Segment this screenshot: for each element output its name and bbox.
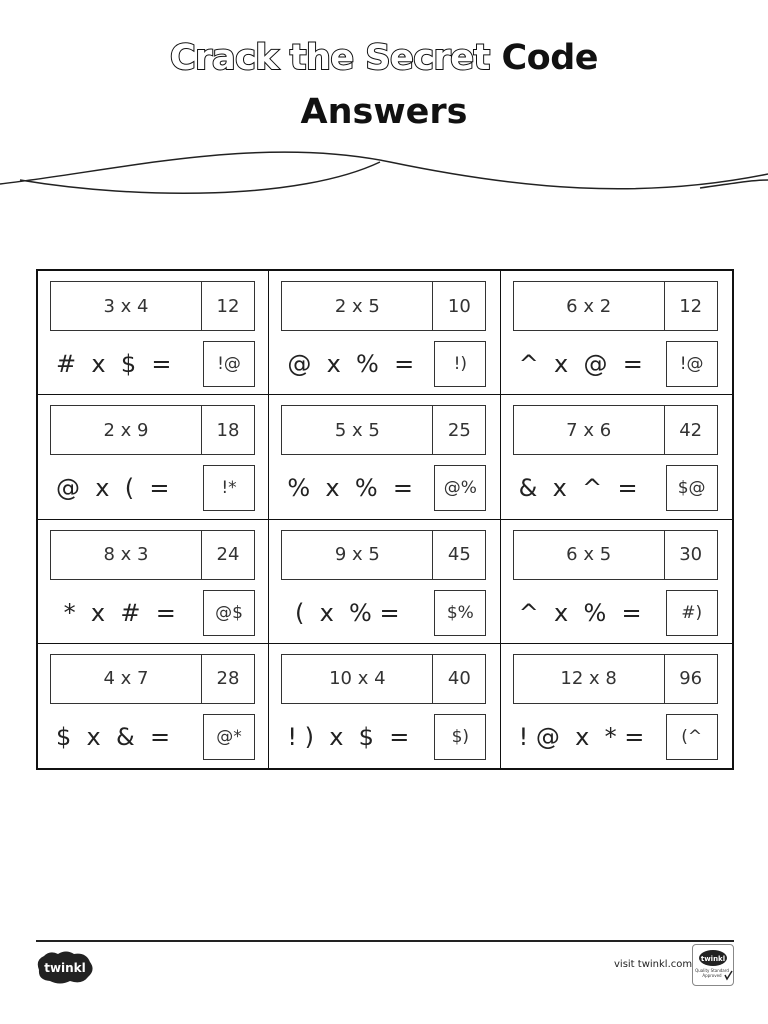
- code-row: [513, 714, 718, 760]
- code-expression: $ x & =: [56, 722, 171, 751]
- code-expression: * x # =: [56, 598, 176, 627]
- multiplication-answer: 18: [201, 406, 254, 454]
- page-subtitle: Answers: [300, 92, 468, 132]
- multiplication-box: [281, 654, 486, 704]
- multiplication-question: 5 x 5: [334, 419, 380, 441]
- puzzle-cell: [38, 520, 269, 644]
- multiplication-question: 6 x 5: [566, 544, 612, 565]
- multiplication-answer: 30: [664, 531, 717, 579]
- code-answer: !*: [203, 465, 255, 511]
- puzzle-cell: [269, 395, 500, 519]
- multiplication-question: 2 x 5: [334, 295, 380, 317]
- code-answer: @*: [203, 714, 255, 760]
- code-answer: !@: [666, 341, 718, 387]
- multiplication-box: [50, 530, 255, 580]
- code-expression: @ x % =: [287, 350, 415, 378]
- multiplication-answer: 25: [432, 406, 485, 454]
- code-expression: ^ x @ =: [518, 350, 643, 378]
- multiplication-question: 8 x 3: [103, 544, 149, 565]
- title-plain-text: Code: [501, 38, 598, 78]
- code-row: [281, 590, 486, 636]
- multiplication-question: 7 x 6: [566, 419, 612, 441]
- puzzle-cell: [269, 271, 500, 395]
- svg-text:Quality Standard: Quality Standard: [695, 968, 729, 973]
- code-row: [50, 590, 255, 636]
- code-row: [281, 341, 486, 387]
- code-row: [513, 341, 718, 387]
- multiplication-question: 12 x 8: [560, 668, 617, 690]
- visit-link[interactable]: visit twinkl.com: [614, 959, 693, 970]
- code-expression: ! @ x * =: [518, 722, 645, 751]
- multiplication-answer: 45: [432, 531, 485, 579]
- code-answer: (^: [666, 714, 718, 760]
- puzzle-cell: [269, 520, 500, 644]
- puzzle-cell: [38, 644, 269, 768]
- puzzle-cell: [38, 395, 269, 519]
- code-expression: & x ^ =: [518, 474, 638, 503]
- footer-divider: [36, 940, 734, 942]
- multiplication-box: [513, 405, 718, 455]
- code-answer: #): [666, 590, 718, 636]
- puzzle-cell: [501, 271, 732, 395]
- multiplication-question: 4 x 7: [103, 668, 149, 690]
- multiplication-answer: 24: [201, 531, 254, 579]
- code-expression: ! ) x $ =: [287, 722, 410, 751]
- quality-badge: [692, 944, 734, 986]
- puzzle-cell: [501, 395, 732, 519]
- code-answer: $): [434, 714, 486, 760]
- answers-grid: [36, 269, 734, 770]
- quality-badge-icon: [693, 945, 733, 985]
- multiplication-box: [50, 281, 255, 331]
- code-expression: @ x ( =: [56, 474, 170, 503]
- puzzle-cell: [38, 271, 269, 395]
- svg-text:Approved: Approved: [702, 973, 722, 978]
- multiplication-answer: 28: [201, 655, 254, 703]
- multiplication-answer: 96: [664, 655, 717, 703]
- multiplication-box: [281, 530, 486, 580]
- multiplication-answer: 12: [664, 282, 717, 330]
- twinkl-logo-text: twinkl: [44, 961, 86, 975]
- code-answer: @$: [203, 590, 255, 636]
- multiplication-box: [513, 654, 718, 704]
- puzzle-cell: [501, 520, 732, 644]
- code-row: [50, 465, 255, 511]
- code-answer: !@: [203, 341, 255, 387]
- code-answer: @%: [434, 465, 486, 511]
- multiplication-question: 3 x 4: [103, 295, 149, 317]
- code-row: [513, 465, 718, 511]
- puzzle-cell: [269, 644, 500, 768]
- code-row: [50, 341, 255, 387]
- code-expression: % x % =: [287, 474, 414, 503]
- code-row: [281, 714, 486, 760]
- code-expression: ( x % =: [287, 598, 400, 627]
- multiplication-box: [513, 530, 718, 580]
- multiplication-question: 9 x 5: [334, 544, 380, 565]
- code-answer: !): [434, 341, 486, 387]
- multiplication-box: [513, 281, 718, 331]
- code-expression: # x $ =: [56, 350, 172, 378]
- multiplication-answer: 42: [664, 406, 717, 454]
- multiplication-box: [281, 281, 486, 331]
- code-row: [50, 714, 255, 760]
- code-answer: $%: [434, 590, 486, 636]
- puzzle-cell: [501, 644, 732, 768]
- decorative-wave: [0, 140, 768, 210]
- multiplication-answer: 40: [432, 655, 485, 703]
- code-expression: ^ x % =: [518, 598, 642, 627]
- multiplication-box: [50, 654, 255, 704]
- multiplication-box: [50, 405, 255, 455]
- multiplication-answer: 10: [432, 282, 485, 330]
- multiplication-question: 10 x 4: [329, 668, 386, 690]
- multiplication-box: [281, 405, 486, 455]
- multiplication-answer: 12: [201, 282, 254, 330]
- code-answer: $@: [666, 465, 718, 511]
- page-title: [0, 38, 768, 78]
- multiplication-question: 6 x 2: [566, 295, 612, 317]
- title-outlined-text: Crack the Secret: [170, 38, 490, 78]
- code-row: [513, 590, 718, 636]
- twinkl-logo: [36, 950, 94, 984]
- code-row: [281, 465, 486, 511]
- svg-text:twinkl: twinkl: [700, 955, 726, 963]
- multiplication-question: 2 x 9: [103, 419, 149, 441]
